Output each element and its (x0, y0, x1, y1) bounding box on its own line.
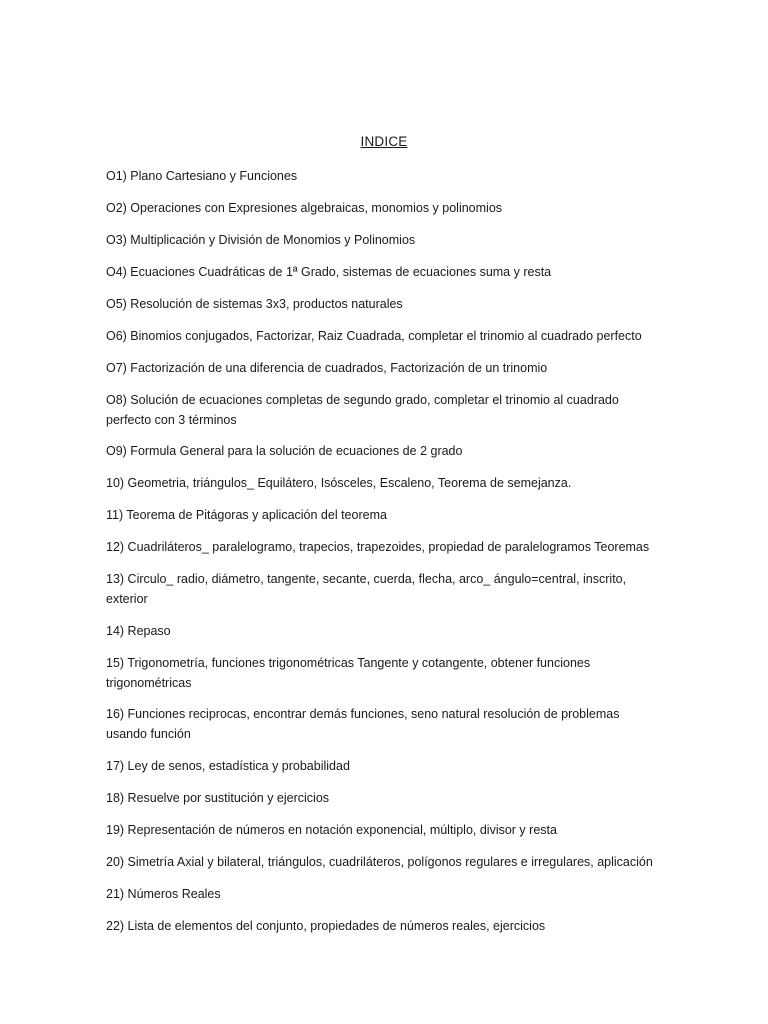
index-entry (106, 198, 666, 218)
index-entry (106, 230, 666, 250)
index-entry-line: 16) Funciones reciprocas, encontrar demás funciones, seno natural resolución de problemas (106, 707, 620, 721)
index-entry-line: 10) Geometria, triángulos_ Equilátero, Isósceles, Escaleno, Teorema de semejanza. (106, 476, 572, 490)
index-entry-line: O5) Resolución de sistemas 3x3, productos naturales (106, 297, 403, 311)
index-entry (106, 884, 666, 904)
index-entry-line: O2) Operaciones con Expresiones algebraicas, monomios y polinomios (106, 201, 503, 215)
index-entry-line: O4) Ecuaciones Cuadráticas de 1ª Grado, sistemas de ecuaciones suma y resta (106, 265, 552, 279)
index-entry-line: trigonométricas (106, 676, 192, 690)
index-entry (106, 621, 666, 641)
index-entry (106, 358, 666, 378)
index-entry-line: 21) Números Reales (106, 887, 221, 901)
index-entry-line: 14) Repaso (106, 624, 171, 638)
index-entry-line: 19) Representación de números en notación exponencial, múltiplo, divisor y resta (106, 823, 557, 837)
index-entry-line: O3) Multiplicación y División de Monomios y Polinomios (106, 233, 416, 247)
page-title: INDICE (360, 134, 408, 149)
index-entry-line: 15) Trigonometría, funciones trigonométricas Tangente y cotangente, obtener funciones (106, 656, 591, 670)
index-entry (106, 569, 666, 609)
index-entry-line: 12) Cuadriláteros_ paralelogramo, trapecios, trapezoides, propiedad de paralelogramos Teoremas (106, 540, 650, 554)
index-entry-line: usando función (106, 727, 191, 741)
index-entry-line: O9) Formula General para la solución de ecuaciones de 2 grado (106, 444, 463, 458)
index-entry-line: perfecto con 3 términos (106, 413, 237, 427)
index-entry (106, 505, 666, 525)
index-entry-line: 22) Lista de elementos del conjunto, propiedades de números reales, ejercicios (106, 919, 546, 933)
index-entry (106, 653, 666, 693)
index-entry (106, 294, 666, 314)
index-entry (106, 390, 666, 430)
index-entry (106, 441, 666, 461)
index-entry (106, 166, 666, 186)
index-entry-line: 11) Teorema de Pitágoras y aplicación del teorema (106, 508, 387, 522)
index-entry (106, 916, 666, 936)
index-entry (106, 820, 666, 840)
index-entry (106, 788, 666, 808)
index-entry-line: exterior (106, 592, 148, 606)
index-entry (106, 756, 666, 776)
index-entry-line: O8) Solución de ecuaciones completas de segundo grado, completar el trinomio al cuadrado (106, 393, 619, 407)
index-entry-line: 17) Ley de senos, estadística y probabilidad (106, 759, 350, 773)
index-entry (106, 852, 666, 872)
index-entry-line: 13) Circulo_ radio, diámetro, tangente, secante, cuerda, flecha, arco_ ángulo=central, inscrito, (106, 572, 627, 586)
index-entry (106, 473, 666, 493)
index-entry (106, 326, 666, 346)
index-entry-line: O7) Factorización de una diferencia de cuadrados, Factorización de un trinomio (106, 361, 548, 375)
index-entry-line: O6) Binomios conjugados, Factorizar, Raiz Cuadrada, completar el trinomio al cuadrado perfecto (106, 329, 642, 343)
index-entry (106, 262, 666, 282)
index-entry-line: O1) Plano Cartesiano y Funciones (106, 169, 298, 183)
index-entry-line: 18) Resuelve por sustitución y ejercicios (106, 791, 330, 805)
index-entry-line: 20) Simetría Axial y bilateral, triángulos, cuadriláteros, polígonos regulares e irregulares, aplicación (106, 855, 653, 869)
index-entry (106, 704, 666, 744)
index-entry (106, 537, 666, 557)
